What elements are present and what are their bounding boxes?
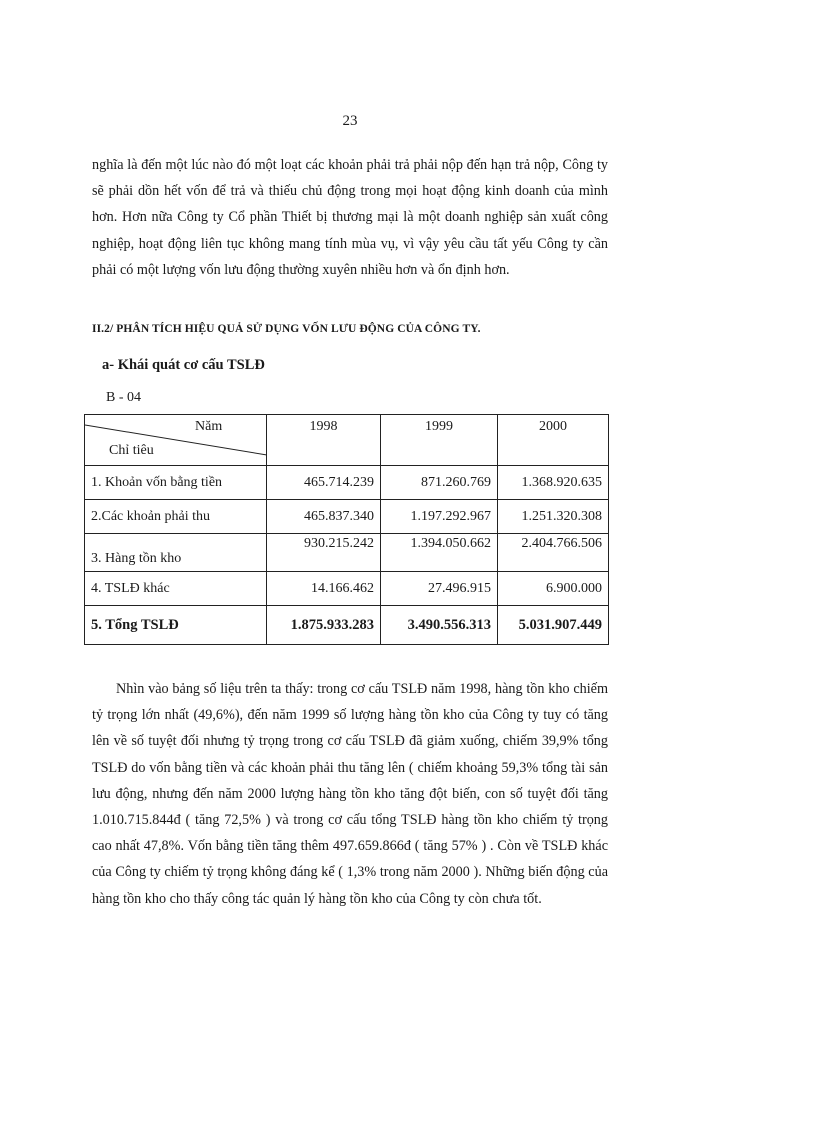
- section-heading: II.2/ PHÂN TÍCH HIỆU QUẢ SỬ DỤNG VỐN LƯU ĐỘNG CỦA CÔNG TY.: [92, 323, 481, 335]
- year-header: 1999: [381, 415, 498, 466]
- table-cell: 465.714.239: [267, 466, 381, 500]
- table-cell: 930.215.242: [267, 534, 381, 572]
- table-cell: 1.394.050.662: [381, 534, 498, 572]
- table-row: [85, 466, 609, 500]
- header-indicator-label: Chỉ tiêu: [109, 443, 154, 458]
- table-cell: 14.166.462: [267, 572, 381, 606]
- sub-heading: a- Khái quát cơ cấu TSLĐ: [102, 357, 265, 373]
- diagonal-header-cell: [85, 415, 267, 466]
- row-label: 3. Hàng tồn kho: [85, 534, 267, 572]
- row-label: 4. TSLĐ khác: [85, 572, 267, 606]
- table-cell: 2.404.766.506: [498, 534, 609, 572]
- total-cell: 3.490.556.313: [381, 606, 498, 645]
- table-cell: 1.251.320.308: [498, 500, 609, 534]
- table-cell: 465.837.340: [267, 500, 381, 534]
- table-header-row: [85, 415, 609, 466]
- table-cell: 871.260.769: [381, 466, 498, 500]
- table-cell: 1.368.920.635: [498, 466, 609, 500]
- total-cell: 1.875.933.283: [267, 606, 381, 645]
- table-cell: 27.496.915: [381, 572, 498, 606]
- table-cell: 1.197.292.967: [381, 500, 498, 534]
- table-row: [85, 534, 609, 572]
- year-header: 1998: [267, 415, 381, 466]
- total-label: 5. Tổng TSLĐ: [85, 606, 267, 645]
- page-number: 23: [342, 113, 358, 129]
- table-row: [85, 572, 609, 606]
- row-label: 1. Khoản vốn bằng tiền: [85, 466, 267, 500]
- row-label: 2.Các khoản phải thu: [85, 500, 267, 534]
- asset-structure-table: [84, 414, 609, 645]
- total-cell: 5.031.907.449: [498, 606, 609, 645]
- header-year-label: Năm: [195, 419, 223, 434]
- table-code: B - 04: [106, 390, 141, 405]
- table-cell: 6.900.000: [498, 572, 609, 606]
- table-row: [85, 500, 609, 534]
- year-header: 2000: [498, 415, 609, 466]
- body-paragraph-2: Nhìn vào bảng số liệu trên ta thấy: trong cơ cấu TSLĐ năm 1998, hàng tồn kho chiếm tỷ trọng lớn nhất (49,6%), đến năm 1999 số lượng hàng tồn kho của Công ty tuy có tăng lên về số tuyệt đối nhưng tỷ trọng trong cơ cấu TSLĐ đã giảm xuống, chiếm 39,9% tổng TSLĐ do vốn bằng tiền và các khoản phải thu tăng lên ( chiếm khoảng 59,3% tổng tài sản lưu động, nhưng đến năm 2000 lượng hàng tồn kho tăng đột biến, con số tuyệt đối tăng 1.010.715.844đ ( tăng 72,5% ) và trong cơ cấu tổng TSLĐ hàng tồn kho chiếm tỷ trọng cao nhất 47,8%. Vốn bằng tiền tăng thêm 497.659.866đ ( tăng 57% ) . Còn về TSLĐ khác của Công ty chiếm tỷ trọng không đáng kể ( 1,3% trong năm 2000 ). Những biến động của hàng tồn kho cho thấy công tác quản lý hàng tồn kho của Công ty còn chưa tốt.: [92, 681, 608, 907]
- total-row: [85, 606, 609, 645]
- body-paragraph-1: nghĩa là đến một lúc nào đó một loạt các khoản phải trả phải nộp đến hạn trả nộp, Công ty sẽ phải dồn hết vốn để trả và thiếu chủ động trong mọi hoạt động kinh doanh của mình hơn. Hơn nữa Công ty Cổ phần Thiết bị thương mại là một doanh nghiệp sản xuất công nghiệp, hoạt động liên tục không mang tính mùa vụ, vì vậy yêu cầu tất yếu Công ty cần phải có một lượng vốn lưu động thường xuyên nhiều hơn và ổn định hơn.: [92, 157, 608, 278]
